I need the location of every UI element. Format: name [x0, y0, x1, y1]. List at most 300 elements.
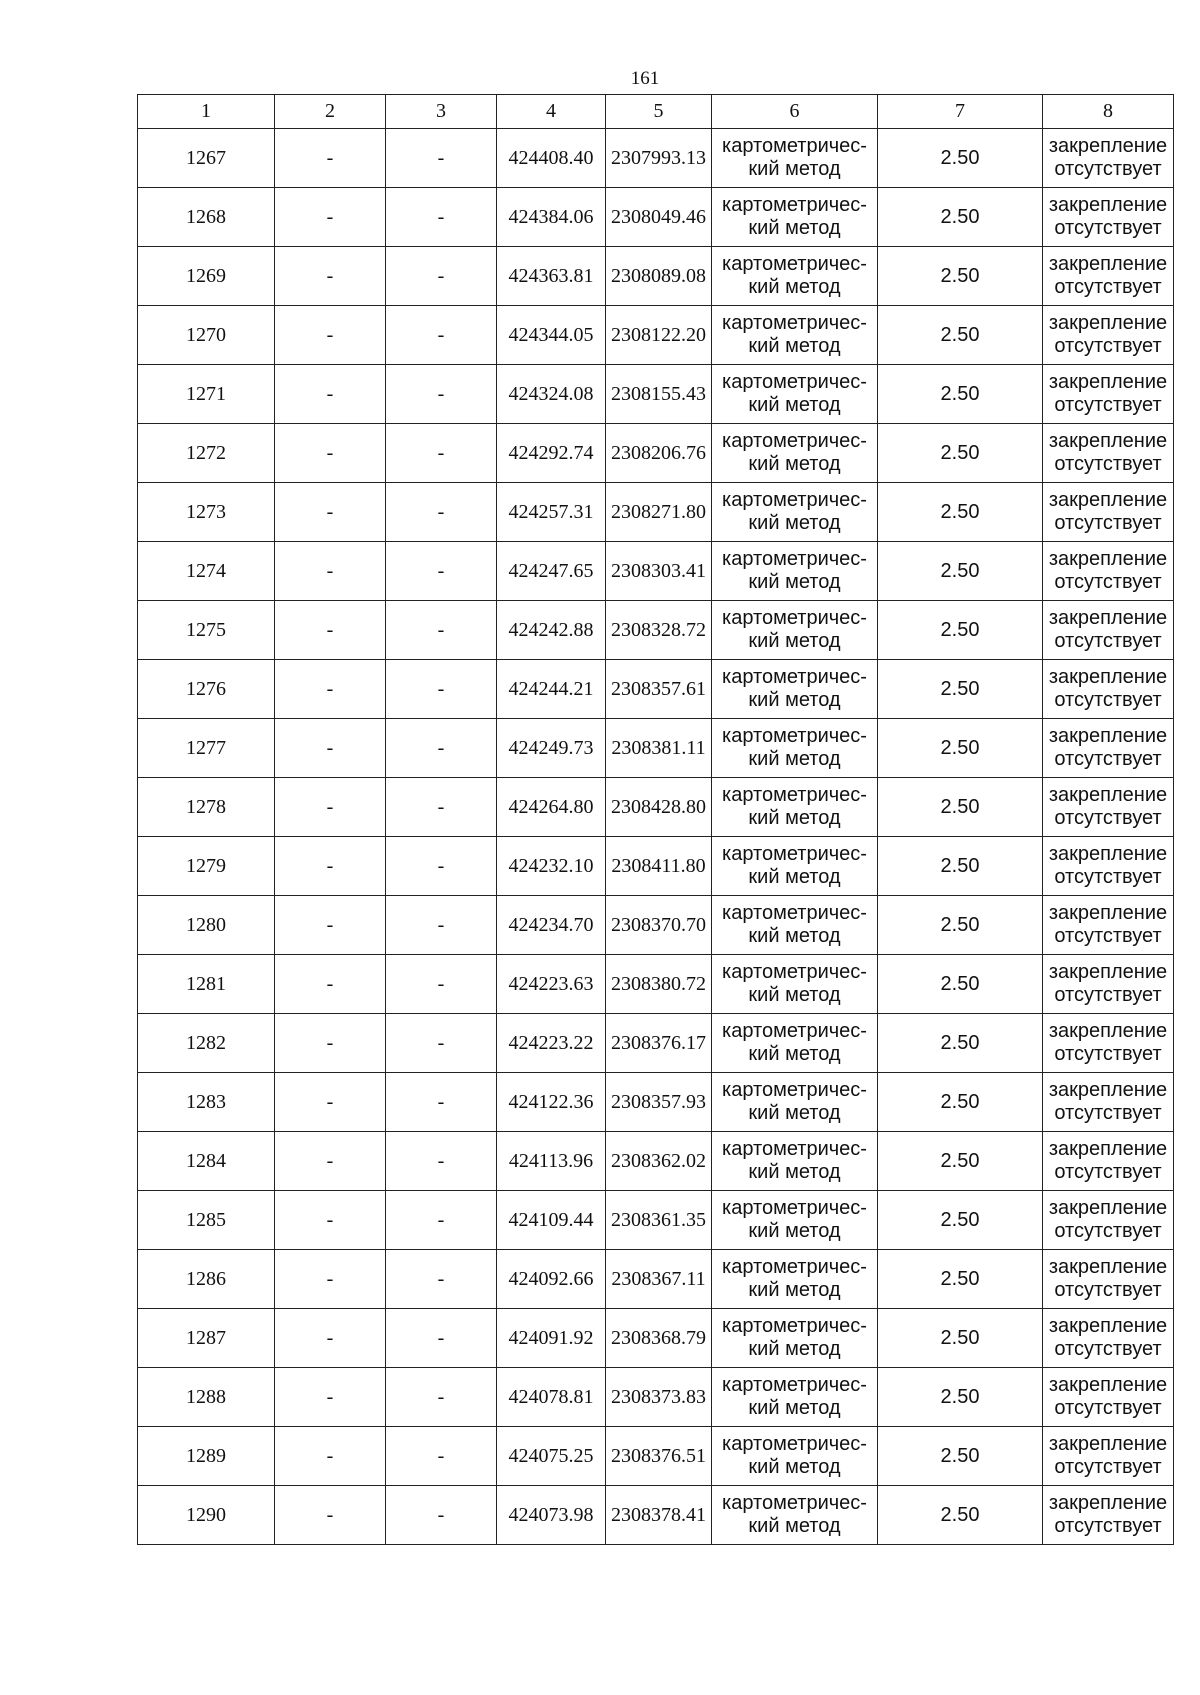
fixation-cell: [1043, 955, 1174, 1014]
column-3-cell: -: [386, 1191, 497, 1250]
column-3-cell: -: [386, 129, 497, 188]
x-coordinate-cell: 424075.25: [497, 1427, 606, 1486]
accuracy-cell: 2.50: [878, 955, 1043, 1014]
accuracy-cell: 2.50: [878, 1132, 1043, 1191]
coordinates-table: [137, 94, 1174, 1545]
fixation-cell: [1043, 424, 1174, 483]
fixation-cell: [1043, 247, 1174, 306]
fixation-line-2: отсутствует: [1054, 866, 1162, 888]
fixation-cell: [1043, 1250, 1174, 1309]
column-3-cell: -: [386, 1427, 497, 1486]
fixation-line-1: закрепление: [1048, 1374, 1168, 1396]
column-2-cell: -: [275, 1250, 386, 1309]
x-coordinate-cell: 424073.98: [497, 1486, 606, 1545]
method-line-1: картометричес-: [722, 312, 867, 334]
x-coordinate-cell: 424078.81: [497, 1368, 606, 1427]
fixation-line-2: отсутствует: [1054, 630, 1162, 652]
point-number-cell: 1278: [138, 778, 275, 837]
method-cell: [712, 1250, 878, 1309]
column-2-cell: -: [275, 129, 386, 188]
fixation-line-2: отсутствует: [1054, 984, 1162, 1006]
method-cell: [712, 778, 878, 837]
column-3-cell: -: [386, 1073, 497, 1132]
point-number-cell: 1287: [138, 1309, 275, 1368]
fixation-line-1: закрепление: [1048, 1256, 1168, 1278]
point-number-cell: 1272: [138, 424, 275, 483]
y-coordinate-cell: 2308368.79: [606, 1309, 712, 1368]
method-line-2: кий метод: [748, 1043, 841, 1065]
point-number-cell: 1268: [138, 188, 275, 247]
y-coordinate-cell: 2308357.61: [606, 660, 712, 719]
fixation-line-2: отсутствует: [1054, 276, 1162, 298]
accuracy-cell: 2.50: [878, 1309, 1043, 1368]
point-number-cell: 1288: [138, 1368, 275, 1427]
column-2-cell: -: [275, 837, 386, 896]
method-line-2: кий метод: [748, 807, 841, 829]
accuracy-cell: 2.50: [878, 601, 1043, 660]
fixation-cell: [1043, 660, 1174, 719]
column-3-cell: -: [386, 1486, 497, 1545]
fixation-line-2: отсутствует: [1054, 1220, 1162, 1242]
x-coordinate-cell: 424223.63: [497, 955, 606, 1014]
method-line-1: картометричес-: [722, 902, 867, 924]
column-header: 3: [386, 95, 497, 129]
method-cell: [712, 424, 878, 483]
accuracy-cell: 2.50: [878, 542, 1043, 601]
column-2-cell: -: [275, 719, 386, 778]
method-line-1: картометричес-: [722, 666, 867, 688]
accuracy-cell: 2.50: [878, 1250, 1043, 1309]
x-coordinate-cell: 424344.05: [497, 306, 606, 365]
table-row: [138, 365, 1174, 424]
fixation-line-2: отсутствует: [1054, 1102, 1162, 1124]
method-line-2: кий метод: [748, 217, 841, 239]
point-number-cell: 1275: [138, 601, 275, 660]
fixation-line-1: закрепление: [1048, 1492, 1168, 1514]
method-line-1: картометричес-: [722, 430, 867, 452]
fixation-cell: [1043, 837, 1174, 896]
fixation-line-2: отсутствует: [1054, 1043, 1162, 1065]
method-cell: [712, 719, 878, 778]
method-line-1: картометричес-: [722, 1079, 867, 1101]
fixation-line-2: отсутствует: [1054, 571, 1162, 593]
fixation-line-1: закрепление: [1048, 1315, 1168, 1337]
table-row: [138, 896, 1174, 955]
column-2-cell: -: [275, 365, 386, 424]
table-row: [138, 837, 1174, 896]
method-cell: [712, 1132, 878, 1191]
column-2-cell: -: [275, 896, 386, 955]
x-coordinate-cell: 424242.88: [497, 601, 606, 660]
fixation-cell: [1043, 129, 1174, 188]
column-3-cell: -: [386, 955, 497, 1014]
method-cell: [712, 837, 878, 896]
fixation-line-1: закрепление: [1048, 902, 1168, 924]
column-2-cell: -: [275, 1014, 386, 1073]
fixation-cell: [1043, 483, 1174, 542]
x-coordinate-cell: 424292.74: [497, 424, 606, 483]
fixation-line-1: закрепление: [1048, 135, 1168, 157]
y-coordinate-cell: 2308381.11: [606, 719, 712, 778]
y-coordinate-cell: 2308303.41: [606, 542, 712, 601]
method-line-1: картометричес-: [722, 489, 867, 511]
column-2-cell: -: [275, 660, 386, 719]
table-row: [138, 1132, 1174, 1191]
y-coordinate-cell: 2308370.70: [606, 896, 712, 955]
column-3-cell: -: [386, 306, 497, 365]
column-3-cell: -: [386, 837, 497, 896]
fixation-line-2: отсутствует: [1054, 689, 1162, 711]
method-cell: [712, 1073, 878, 1132]
accuracy-cell: 2.50: [878, 1073, 1043, 1132]
method-line-1: картометричес-: [722, 1374, 867, 1396]
column-2-cell: -: [275, 483, 386, 542]
method-line-1: картометричес-: [722, 135, 867, 157]
table-row: [138, 542, 1174, 601]
x-coordinate-cell: 424122.36: [497, 1073, 606, 1132]
header-row: [138, 95, 1174, 129]
y-coordinate-cell: 2308122.20: [606, 306, 712, 365]
column-3-cell: -: [386, 1250, 497, 1309]
method-cell: [712, 483, 878, 542]
column-header: 4: [497, 95, 606, 129]
fixation-cell: [1043, 1014, 1174, 1073]
method-line-2: кий метод: [748, 1161, 841, 1183]
method-line-2: кий метод: [748, 512, 841, 534]
method-line-1: картометричес-: [722, 253, 867, 275]
column-header: 8: [1043, 95, 1174, 129]
accuracy-cell: 2.50: [878, 778, 1043, 837]
fixation-line-2: отсутствует: [1054, 512, 1162, 534]
method-cell: [712, 542, 878, 601]
method-line-2: кий метод: [748, 689, 841, 711]
x-coordinate-cell: 424113.96: [497, 1132, 606, 1191]
column-3-cell: -: [386, 1132, 497, 1191]
y-coordinate-cell: 2308411.80: [606, 837, 712, 896]
fixation-line-1: закрепление: [1048, 1020, 1168, 1042]
method-line-2: кий метод: [748, 1102, 841, 1124]
fixation-cell: [1043, 1073, 1174, 1132]
method-line-1: картометричес-: [722, 548, 867, 570]
table-row: [138, 1309, 1174, 1368]
fixation-line-1: закрепление: [1048, 666, 1168, 688]
fixation-cell: [1043, 601, 1174, 660]
method-line-2: кий метод: [748, 1397, 841, 1419]
point-number-cell: 1270: [138, 306, 275, 365]
x-coordinate-cell: 424091.92: [497, 1309, 606, 1368]
column-3-cell: -: [386, 188, 497, 247]
column-2-cell: -: [275, 542, 386, 601]
column-2-cell: -: [275, 955, 386, 1014]
point-number-cell: 1277: [138, 719, 275, 778]
fixation-line-1: закрепление: [1048, 430, 1168, 452]
fixation-cell: [1043, 365, 1174, 424]
fixation-line-1: закрепление: [1048, 725, 1168, 747]
y-coordinate-cell: 2308428.80: [606, 778, 712, 837]
method-line-2: кий метод: [748, 984, 841, 1006]
point-number-cell: 1290: [138, 1486, 275, 1545]
method-line-2: кий метод: [748, 866, 841, 888]
fixation-line-2: отсутствует: [1054, 1338, 1162, 1360]
y-coordinate-cell: 2308089.08: [606, 247, 712, 306]
method-cell: [712, 1486, 878, 1545]
x-coordinate-cell: 424408.40: [497, 129, 606, 188]
method-cell: [712, 306, 878, 365]
column-3-cell: -: [386, 542, 497, 601]
method-line-1: картометричес-: [722, 1492, 867, 1514]
table-row: [138, 1014, 1174, 1073]
method-line-2: кий метод: [748, 453, 841, 475]
x-coordinate-cell: 424247.65: [497, 542, 606, 601]
point-number-cell: 1269: [138, 247, 275, 306]
table-row: [138, 1073, 1174, 1132]
y-coordinate-cell: 2308376.51: [606, 1427, 712, 1486]
point-number-cell: 1286: [138, 1250, 275, 1309]
point-number-cell: 1276: [138, 660, 275, 719]
column-3-cell: -: [386, 1014, 497, 1073]
fixation-cell: [1043, 1486, 1174, 1545]
method-cell: [712, 1191, 878, 1250]
y-coordinate-cell: 2307993.13: [606, 129, 712, 188]
method-line-2: кий метод: [748, 276, 841, 298]
y-coordinate-cell: 2308380.72: [606, 955, 712, 1014]
column-2-cell: -: [275, 1132, 386, 1191]
accuracy-cell: 2.50: [878, 424, 1043, 483]
method-line-2: кий метод: [748, 925, 841, 947]
accuracy-cell: 2.50: [878, 483, 1043, 542]
method-line-2: кий метод: [748, 1338, 841, 1360]
column-3-cell: -: [386, 896, 497, 955]
accuracy-cell: 2.50: [878, 188, 1043, 247]
method-cell: [712, 365, 878, 424]
point-number-cell: 1284: [138, 1132, 275, 1191]
fixation-line-2: отсутствует: [1054, 217, 1162, 239]
accuracy-cell: 2.50: [878, 1191, 1043, 1250]
fixation-cell: [1043, 778, 1174, 837]
accuracy-cell: 2.50: [878, 660, 1043, 719]
point-number-cell: 1267: [138, 129, 275, 188]
method-line-1: картометричес-: [722, 1197, 867, 1219]
fixation-line-1: закрепление: [1048, 194, 1168, 216]
method-cell: [712, 896, 878, 955]
accuracy-cell: 2.50: [878, 719, 1043, 778]
column-2-cell: -: [275, 247, 386, 306]
method-line-1: картометричес-: [722, 1020, 867, 1042]
fixation-line-2: отсутствует: [1054, 335, 1162, 357]
fixation-cell: [1043, 1309, 1174, 1368]
fixation-line-2: отсутствует: [1054, 807, 1162, 829]
y-coordinate-cell: 2308357.93: [606, 1073, 712, 1132]
fixation-line-2: отсутствует: [1054, 158, 1162, 180]
table-row: [138, 1368, 1174, 1427]
method-cell: [712, 601, 878, 660]
fixation-line-1: закрепление: [1048, 1197, 1168, 1219]
method-line-1: картометричес-: [722, 194, 867, 216]
y-coordinate-cell: 2308328.72: [606, 601, 712, 660]
method-line-2: кий метод: [748, 571, 841, 593]
fixation-line-2: отсутствует: [1054, 748, 1162, 770]
accuracy-cell: 2.50: [878, 306, 1043, 365]
method-line-1: картометричес-: [722, 784, 867, 806]
column-header: 2: [275, 95, 386, 129]
table-row: [138, 601, 1174, 660]
column-3-cell: -: [386, 1309, 497, 1368]
x-coordinate-cell: 424324.08: [497, 365, 606, 424]
point-number-cell: 1285: [138, 1191, 275, 1250]
table-row: [138, 660, 1174, 719]
fixation-line-1: закрепление: [1048, 312, 1168, 334]
y-coordinate-cell: 2308378.41: [606, 1486, 712, 1545]
method-line-1: картометричес-: [722, 843, 867, 865]
column-2-cell: -: [275, 424, 386, 483]
method-cell: [712, 188, 878, 247]
point-number-cell: 1281: [138, 955, 275, 1014]
point-number-cell: 1283: [138, 1073, 275, 1132]
x-coordinate-cell: 424249.73: [497, 719, 606, 778]
method-line-1: картометричес-: [722, 1315, 867, 1337]
accuracy-cell: 2.50: [878, 247, 1043, 306]
method-line-2: кий метод: [748, 335, 841, 357]
x-coordinate-cell: 424264.80: [497, 778, 606, 837]
accuracy-cell: 2.50: [878, 1427, 1043, 1486]
table-row: [138, 129, 1174, 188]
table-row: [138, 483, 1174, 542]
table-row: [138, 188, 1174, 247]
column-3-cell: -: [386, 660, 497, 719]
method-line-2: кий метод: [748, 394, 841, 416]
accuracy-cell: 2.50: [878, 1368, 1043, 1427]
method-cell: [712, 1309, 878, 1368]
column-3-cell: -: [386, 601, 497, 660]
column-2-cell: -: [275, 1368, 386, 1427]
table-row: [138, 1250, 1174, 1309]
method-line-1: картометричес-: [722, 1433, 867, 1455]
accuracy-cell: 2.50: [878, 837, 1043, 896]
table-row: [138, 1486, 1174, 1545]
point-number-cell: 1273: [138, 483, 275, 542]
table-row: [138, 719, 1174, 778]
method-line-2: кий метод: [748, 630, 841, 652]
fixation-line-1: закрепление: [1048, 607, 1168, 629]
fixation-cell: [1043, 542, 1174, 601]
y-coordinate-cell: 2308271.80: [606, 483, 712, 542]
column-2-cell: -: [275, 601, 386, 660]
column-2-cell: -: [275, 188, 386, 247]
page-number: 161: [630, 68, 660, 89]
table-row: [138, 778, 1174, 837]
column-3-cell: -: [386, 778, 497, 837]
column-2-cell: -: [275, 1073, 386, 1132]
column-2-cell: -: [275, 306, 386, 365]
fixation-line-1: закрепление: [1048, 1138, 1168, 1160]
y-coordinate-cell: 2308373.83: [606, 1368, 712, 1427]
method-line-2: кий метод: [748, 748, 841, 770]
method-cell: [712, 1014, 878, 1073]
fixation-line-2: отсутствует: [1054, 1397, 1162, 1419]
method-cell: [712, 247, 878, 306]
method-line-2: кий метод: [748, 1456, 841, 1478]
fixation-line-1: закрепление: [1048, 489, 1168, 511]
x-coordinate-cell: 424223.22: [497, 1014, 606, 1073]
accuracy-cell: 2.50: [878, 365, 1043, 424]
fixation-line-2: отсутствует: [1054, 453, 1162, 475]
fixation-line-1: закрепление: [1048, 961, 1168, 983]
method-line-1: картометричес-: [722, 1138, 867, 1160]
x-coordinate-cell: 424363.81: [497, 247, 606, 306]
accuracy-cell: 2.50: [878, 1486, 1043, 1545]
x-coordinate-cell: 424109.44: [497, 1191, 606, 1250]
x-coordinate-cell: 424384.06: [497, 188, 606, 247]
column-3-cell: -: [386, 424, 497, 483]
method-line-2: кий метод: [748, 158, 841, 180]
fixation-line-2: отсутствует: [1054, 925, 1162, 947]
fixation-cell: [1043, 896, 1174, 955]
accuracy-cell: 2.50: [878, 1014, 1043, 1073]
fixation-cell: [1043, 306, 1174, 365]
fixation-cell: [1043, 1427, 1174, 1486]
y-coordinate-cell: 2308049.46: [606, 188, 712, 247]
column-header: 1: [138, 95, 275, 129]
fixation-line-1: закрепление: [1048, 784, 1168, 806]
point-number-cell: 1280: [138, 896, 275, 955]
column-3-cell: -: [386, 1368, 497, 1427]
x-coordinate-cell: 424257.31: [497, 483, 606, 542]
fixation-line-1: закрепление: [1048, 253, 1168, 275]
fixation-line-2: отсутствует: [1054, 1515, 1162, 1537]
point-number-cell: 1279: [138, 837, 275, 896]
method-cell: [712, 955, 878, 1014]
method-line-1: картометричес-: [722, 607, 867, 629]
table-header: [138, 95, 1174, 129]
column-3-cell: -: [386, 247, 497, 306]
method-cell: [712, 1368, 878, 1427]
column-2-cell: -: [275, 1191, 386, 1250]
column-header: 6: [712, 95, 878, 129]
point-number-cell: 1271: [138, 365, 275, 424]
table-row: [138, 955, 1174, 1014]
method-line-1: картометричес-: [722, 371, 867, 393]
table-row: [138, 424, 1174, 483]
table-row: [138, 1191, 1174, 1250]
method-line-1: картометричес-: [722, 1256, 867, 1278]
column-header: 7: [878, 95, 1043, 129]
fixation-cell: [1043, 1191, 1174, 1250]
fixation-line-2: отсутствует: [1054, 1279, 1162, 1301]
fixation-cell: [1043, 1132, 1174, 1191]
column-2-cell: -: [275, 1309, 386, 1368]
method-line-1: картометричес-: [722, 961, 867, 983]
x-coordinate-cell: 424092.66: [497, 1250, 606, 1309]
table-row: [138, 1427, 1174, 1486]
column-3-cell: -: [386, 483, 497, 542]
y-coordinate-cell: 2308367.11: [606, 1250, 712, 1309]
column-2-cell: -: [275, 778, 386, 837]
method-line-1: картометричес-: [722, 725, 867, 747]
point-number-cell: 1274: [138, 542, 275, 601]
table-row: [138, 247, 1174, 306]
x-coordinate-cell: 424244.21: [497, 660, 606, 719]
y-coordinate-cell: 2308376.17: [606, 1014, 712, 1073]
point-number-cell: 1282: [138, 1014, 275, 1073]
fixation-cell: [1043, 188, 1174, 247]
point-number-cell: 1289: [138, 1427, 275, 1486]
fixation-cell: [1043, 1368, 1174, 1427]
fixation-line-1: закрепление: [1048, 371, 1168, 393]
y-coordinate-cell: 2308206.76: [606, 424, 712, 483]
y-coordinate-cell: 2308155.43: [606, 365, 712, 424]
method-cell: [712, 1427, 878, 1486]
method-line-2: кий метод: [748, 1515, 841, 1537]
